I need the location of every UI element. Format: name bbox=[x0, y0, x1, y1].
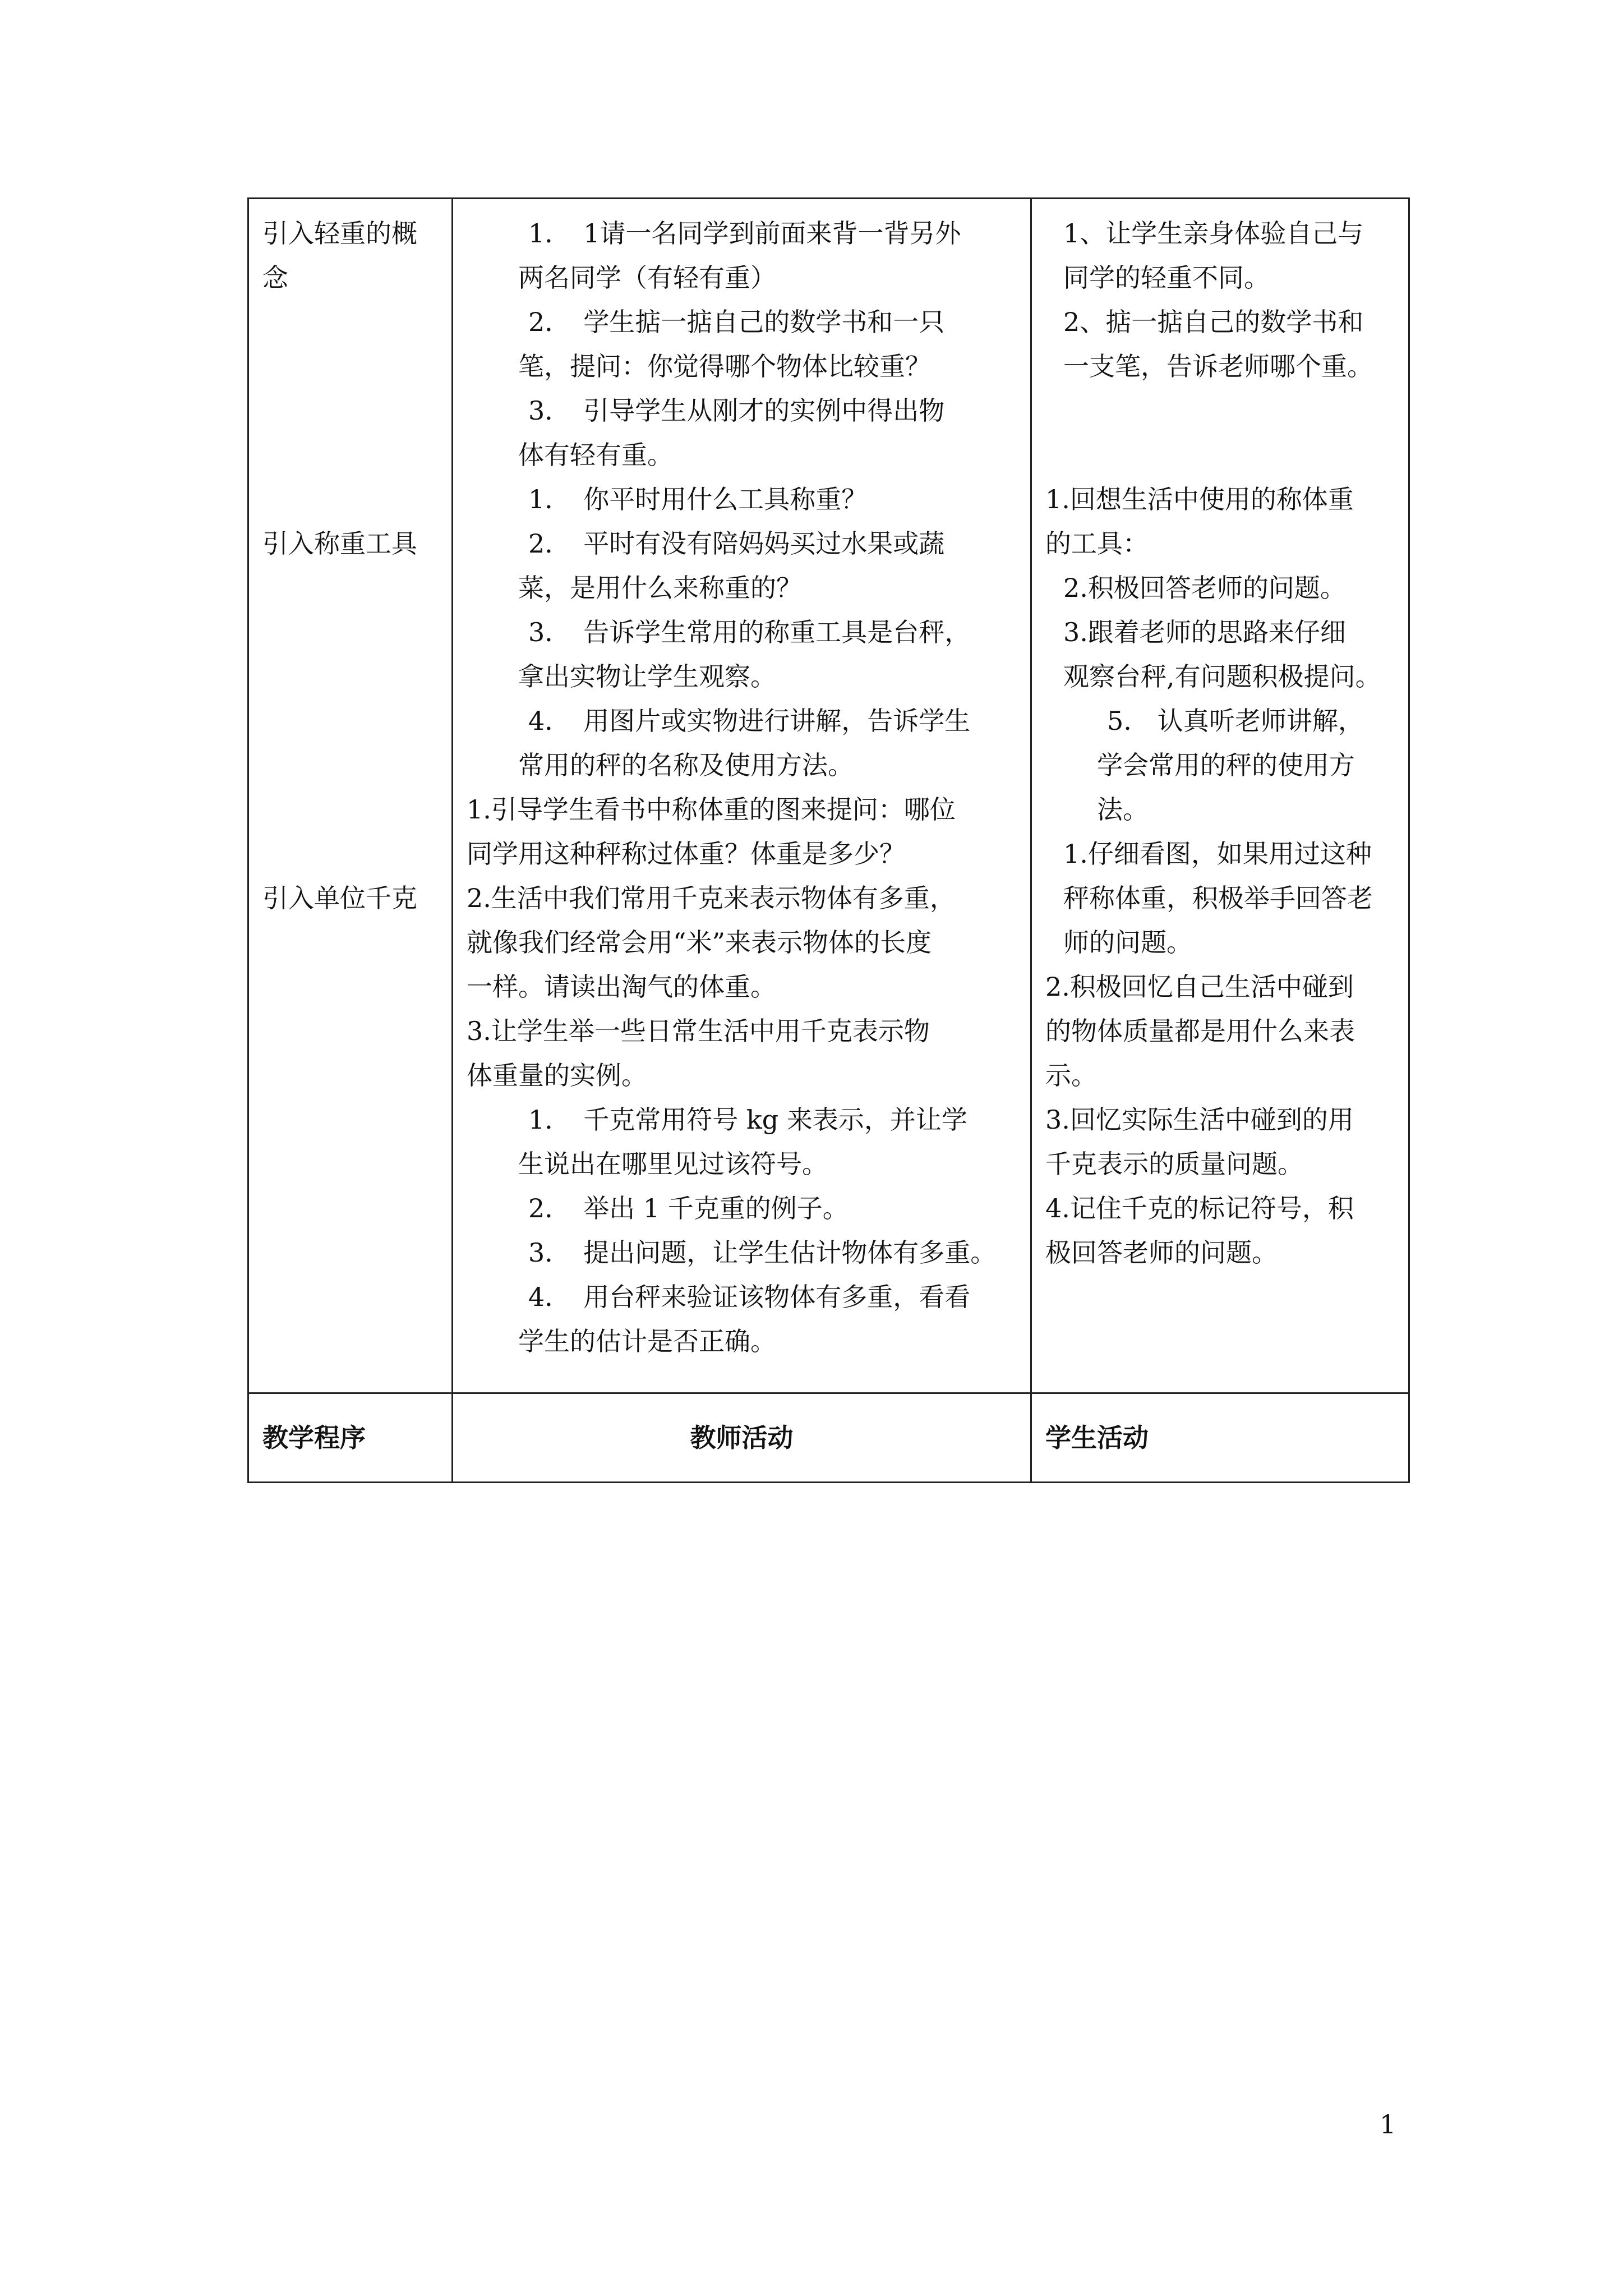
student-line: 学会常用的秤的使用方 bbox=[1097, 750, 1355, 780]
student-line: 一支笔，告诉老师哪个重。 bbox=[1063, 351, 1373, 381]
student-line: 1、让学生亲身体验自己与 bbox=[1063, 218, 1364, 249]
teacher-line: 体有轻有重。 bbox=[518, 440, 673, 470]
teacher-line: 2． 举出 1 千克重的例子。 bbox=[528, 1193, 849, 1223]
section-label: 引入单位千克 bbox=[262, 883, 417, 913]
student-line: 同学的轻重不同。 bbox=[1063, 263, 1270, 293]
section-labels-cell bbox=[248, 199, 453, 1393]
student-line: 观察台秤,有问题积极提问。 bbox=[1063, 661, 1381, 692]
student-line: 5. 认真听老师讲解， bbox=[1107, 706, 1364, 736]
student-line: 3.回忆实际生活中碰到的用 bbox=[1045, 1105, 1354, 1135]
student-line: 师的问题。 bbox=[1063, 927, 1192, 958]
table-row bbox=[248, 199, 1409, 1393]
student-line: 极回答老师的问题。 bbox=[1045, 1237, 1278, 1268]
lesson-plan-table bbox=[247, 197, 1410, 1483]
teacher-activity-cell bbox=[453, 199, 1031, 1393]
student-line: 3.跟着老师的思路来仔细 bbox=[1063, 617, 1346, 647]
student-line: 秤称体重，积极举手回答老 bbox=[1063, 883, 1373, 913]
student-line: 法。 bbox=[1097, 794, 1149, 825]
header-teaching-procedure: 教学程序 bbox=[248, 1393, 453, 1483]
student-line: 2.积极回答老师的问题。 bbox=[1063, 573, 1346, 603]
header-row bbox=[248, 1393, 1409, 1483]
teacher-line: 学生的估计是否正确。 bbox=[518, 1326, 776, 1356]
teacher-line: 两名同学（有轻有重） bbox=[518, 263, 776, 293]
teacher-line: 4． 用图片或实物进行讲解，告诉学生 bbox=[528, 706, 971, 736]
student-line: 1.仔细看图，如果用过这种 bbox=[1063, 839, 1372, 869]
section-label: 引入称重工具 bbox=[262, 528, 417, 559]
student-line: 的工具： bbox=[1045, 528, 1149, 559]
student-line: 4.记住千克的标记符号，积 bbox=[1045, 1193, 1354, 1223]
header-student-activity: 学生活动 bbox=[1031, 1393, 1409, 1483]
student-line: 的物体质量都是用什么来表 bbox=[1045, 1016, 1355, 1046]
section-label: 念 bbox=[262, 263, 288, 293]
student-line: 1.回想生活中使用的称体重 bbox=[1045, 484, 1354, 514]
teacher-line: 菜，是用什么来称重的？ bbox=[518, 573, 802, 603]
teacher-line: 3． 提出问题，让学生估计物体有多重。 bbox=[528, 1237, 997, 1268]
teacher-line: 2． 学生掂一掂自己的数学书和一只 bbox=[528, 307, 945, 337]
teacher-line: 3． 引导学生从刚才的实例中得出物 bbox=[528, 395, 945, 426]
teacher-line: 1.引导学生看书中称体重的图来提问：哪位 bbox=[467, 794, 956, 825]
section-label: 引入轻重的概 bbox=[262, 218, 417, 249]
student-line: 2.积极回忆自己生活中碰到 bbox=[1045, 972, 1354, 1002]
teacher-line: 1． 千克常用符号 kg 来表示，并让学 bbox=[528, 1105, 967, 1135]
teacher-line: 一样。请读出淘气的体重。 bbox=[467, 972, 776, 1002]
teacher-line: 笔，提问：你觉得哪个物体比较重？ bbox=[518, 351, 931, 381]
teacher-line: 3.让学生举一些日常生活中用千克表示物 bbox=[467, 1016, 930, 1046]
teacher-line: 体重量的实例。 bbox=[467, 1060, 647, 1091]
teacher-line: 4． 用台秤来验证该物体有多重，看看 bbox=[528, 1282, 971, 1312]
header-teacher-activity: 教师活动 bbox=[453, 1393, 1031, 1483]
teacher-line: 1． 你平时用什么工具称重？ bbox=[528, 484, 868, 514]
page-number: 1 bbox=[1380, 2109, 1396, 2139]
teacher-line: 拿出实物让学生观察。 bbox=[518, 661, 776, 692]
teacher-line: 3． 告诉学生常用的称重工具是台秤， bbox=[528, 617, 971, 647]
teacher-line: 同学用这种秤称过体重？体重是多少？ bbox=[467, 839, 905, 869]
student-line: 千克表示的质量问题。 bbox=[1045, 1149, 1303, 1179]
student-line: 2、掂一掂自己的数学书和 bbox=[1063, 307, 1364, 337]
student-line: 示。 bbox=[1045, 1060, 1097, 1091]
student-activity-cell bbox=[1031, 199, 1409, 1393]
teacher-line: 2． 平时有没有陪妈妈买过水果或蔬 bbox=[528, 528, 945, 559]
teacher-line: 2.生活中我们常用千克来表示物体有多重， bbox=[467, 883, 956, 913]
teacher-line: 常用的秤的名称及使用方法。 bbox=[518, 750, 854, 780]
teacher-line: 1． 1请一名同学到前面来背一背另外 bbox=[528, 218, 961, 249]
teacher-line: 就像我们经常会用“米”来表示物体的长度 bbox=[467, 927, 932, 958]
teacher-line: 生说出在哪里见过该符号。 bbox=[518, 1149, 828, 1179]
